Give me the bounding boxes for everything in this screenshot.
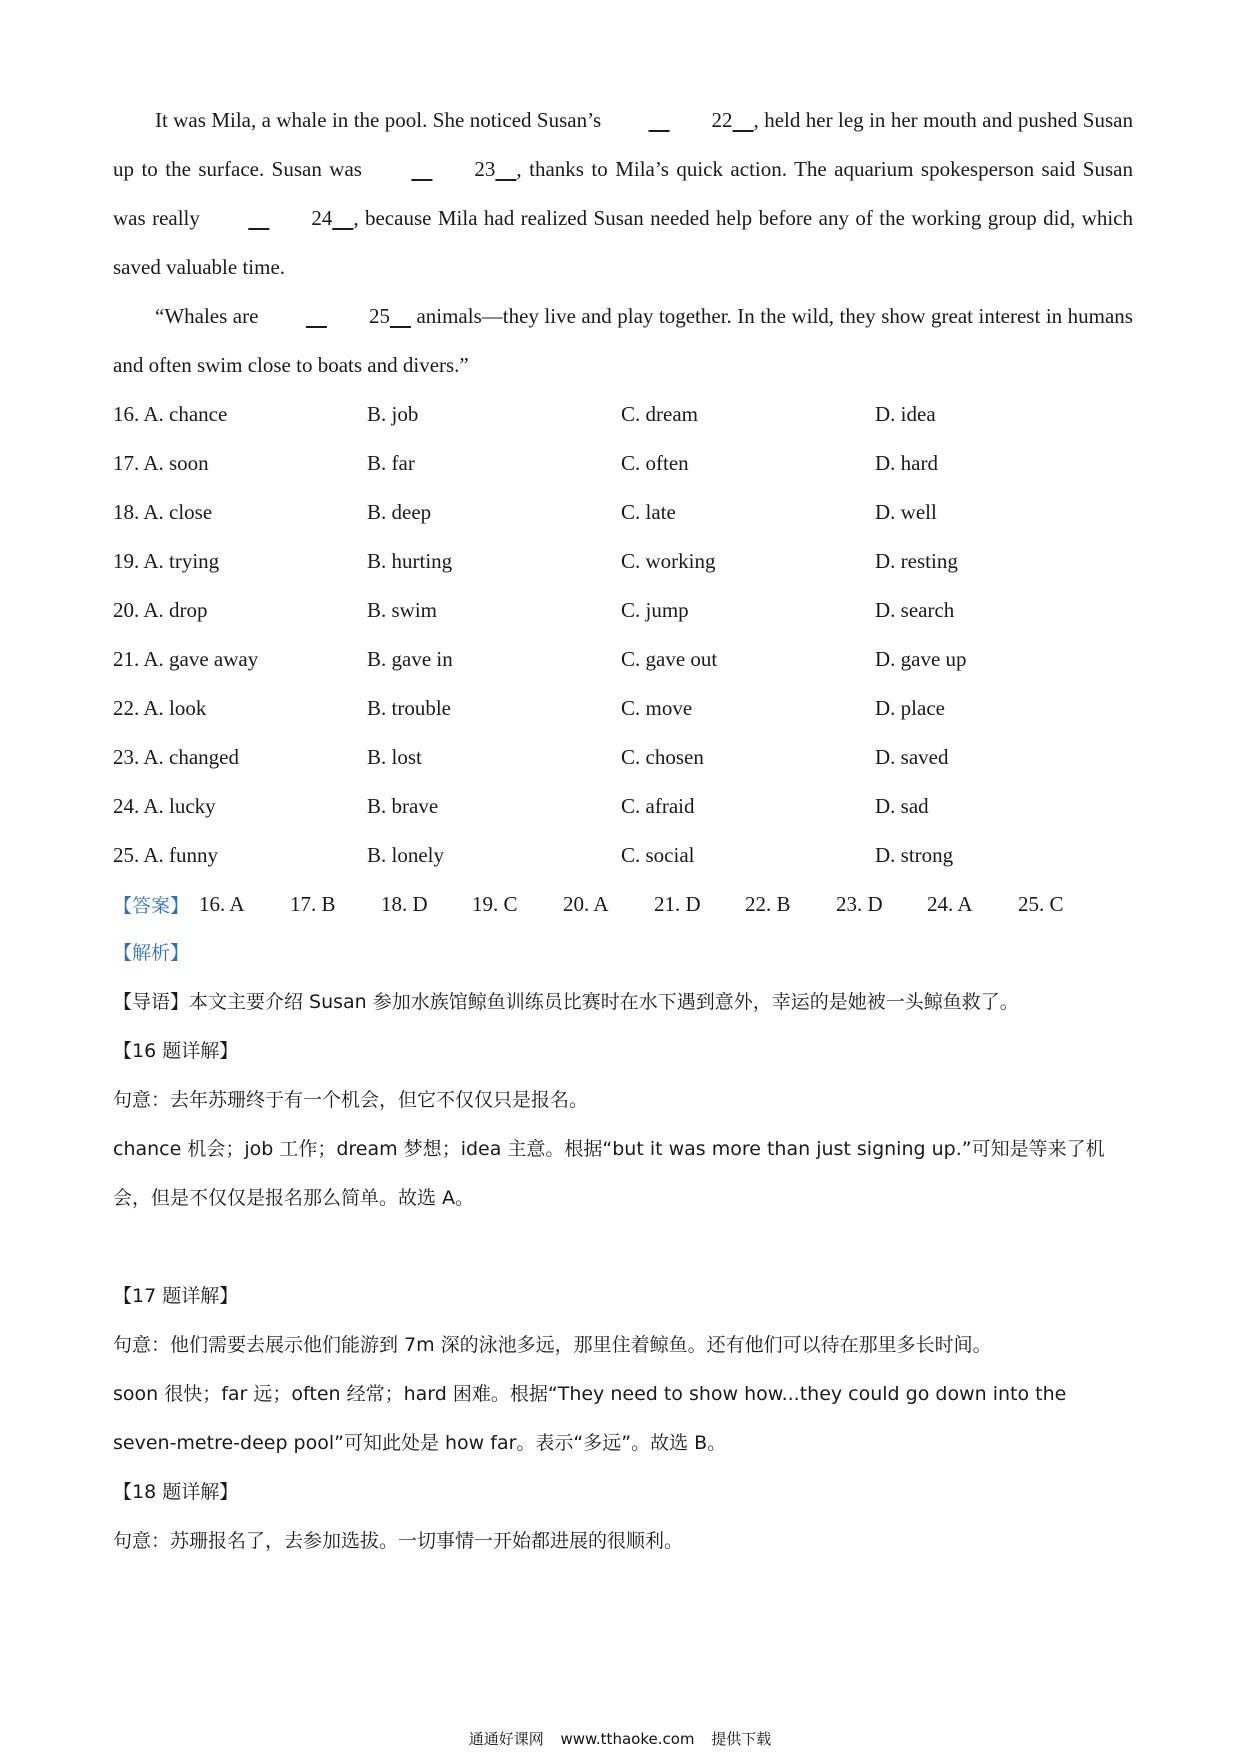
option-c: C. social: [621, 843, 695, 867]
option-c: C. late: [621, 500, 676, 524]
answer-item: 17. B: [290, 892, 336, 916]
passage-text: , thanks to Mila’s quick action. The aquarium spokesperson said Susan was really: [113, 157, 1133, 230]
option-row-25: [113, 831, 1133, 880]
option-b: B. lonely: [367, 843, 444, 867]
option-d: D. well: [875, 500, 937, 524]
spacer: [113, 1223, 1133, 1272]
option-row-16: [113, 390, 1133, 439]
option-row-24: [113, 782, 1133, 831]
option-row-22: [113, 684, 1133, 733]
option-a: 20. A. drop: [113, 598, 208, 622]
option-b: B. swim: [367, 598, 438, 622]
option-a: 17. A. soon: [113, 451, 209, 475]
option-row-18: [113, 488, 1133, 537]
option-b: B. hurting: [367, 549, 453, 573]
q18-meaning: 句意：苏珊报名了，去参加选拔。一切事情一开始都进展的很顺利。: [113, 1530, 684, 1552]
option-c: C. jump: [621, 598, 689, 622]
q17-meaning: 句意：他们需要去展示他们能游到 7m 深的泳池多远，那里住着鲸鱼。还有他们可以待在那里多长时间。: [113, 1334, 992, 1356]
option-c: C. move: [621, 696, 693, 720]
option-d: D. sad: [875, 794, 929, 818]
option-c: C. often: [621, 451, 689, 475]
option-row-23: [113, 733, 1133, 782]
passage-text: animals—they live and play together. In the wild, they show great interest in humans and often swim close to boats and divers.”: [113, 304, 1133, 377]
answer-item: 23. D: [836, 892, 883, 916]
option-d: D. search: [875, 598, 955, 622]
option-row-21: [113, 635, 1133, 684]
passage-text: , held her leg in her mouth and pushed Susan up to the surface. Susan was: [113, 108, 1133, 181]
option-c: C. chosen: [621, 745, 704, 769]
answer-item: 16. A: [199, 892, 245, 916]
q16-title: 【16 题详解】: [113, 1040, 239, 1062]
answer-row: [113, 880, 1133, 929]
option-b: B. deep: [367, 500, 432, 524]
answer-item: 19. C: [472, 892, 518, 916]
option-a: 16. A. chance: [113, 402, 228, 426]
intro-text: 【导语】本文主要介绍 Susan 参加水族馆鲸鱼训练员比赛时在水下遇到意外，幸运的是她被一头鲸鱼救了。: [113, 991, 1019, 1013]
option-row-20: [113, 586, 1133, 635]
passage-paragraph-1: [113, 96, 1133, 292]
option-d: D. idea: [875, 402, 936, 426]
answer-item: 21. D: [654, 892, 701, 916]
option-b: B. far: [367, 451, 415, 475]
footer-note: 提供下载: [711, 1730, 772, 1748]
option-b: B. lost: [367, 745, 422, 769]
footer-url-link[interactable]: www.tthaoke.com: [560, 1730, 695, 1748]
option-c: C. afraid: [621, 794, 695, 818]
answer-item: 20. A: [563, 892, 609, 916]
option-d: D. hard: [875, 451, 938, 475]
q17-title: 【17 题详解】: [113, 1285, 239, 1307]
passage-text: , because Mila had realized Susan needed help before any of the working group did, which saved valuable time.: [113, 206, 1133, 279]
answer-item: 25. C: [1018, 892, 1064, 916]
q18-title: 【18 题详解】: [113, 1481, 239, 1503]
blank-24: 24: [311, 206, 333, 230]
options-list: [113, 390, 1133, 880]
q16-explanation: chance 机会；job 工作；dream 梦想；idea 主意。根据“but it was more than just signing up.”可知是等来了机会，但是不仅仅是报名那么简单。故选 A。: [113, 1138, 1105, 1209]
answer-label: 【答案】: [113, 895, 190, 917]
option-b: B. job: [367, 402, 419, 426]
option-d: D. saved: [875, 745, 949, 769]
passage-text: It was Mila, a whale in the pool. She noticed Susan’s: [155, 108, 607, 132]
footer-site-name: 通通好课网: [468, 1730, 544, 1748]
answer-item: 24. A: [927, 892, 973, 916]
option-b: B. trouble: [367, 696, 451, 720]
answer-item: 18. D: [381, 892, 428, 916]
option-row-17: [113, 439, 1133, 488]
blank-22: 22: [711, 108, 733, 132]
option-a: 19. A. trying: [113, 549, 220, 573]
option-d: D. gave up: [875, 647, 967, 671]
option-d: D. strong: [875, 843, 954, 867]
document-page: [113, 96, 1133, 1566]
option-row-19: [113, 537, 1133, 586]
option-d: D. resting: [875, 549, 958, 573]
page-footer: [0, 1728, 1240, 1749]
option-a: 25. A. funny: [113, 843, 218, 867]
passage-paragraph-2: [113, 292, 1133, 390]
option-c: C. dream: [621, 402, 698, 426]
blank-25: 25: [368, 304, 390, 328]
passage-text: “Whales are: [155, 304, 264, 328]
option-c: C. working: [621, 549, 716, 573]
option-a: 22. A. look: [113, 696, 207, 720]
option-a: 23. A. changed: [113, 745, 239, 769]
answer-item: 22. B: [745, 892, 791, 916]
option-d: D. place: [875, 696, 945, 720]
option-c: C. gave out: [621, 647, 718, 671]
option-a: 18. A. close: [113, 500, 213, 524]
option-b: B. gave in: [367, 647, 453, 671]
blank-23: 23: [474, 157, 496, 181]
option-a: 24. A. lucky: [113, 794, 216, 818]
option-b: B. brave: [367, 794, 439, 818]
option-a: 21. A. gave away: [113, 647, 259, 671]
q16-meaning: 句意：去年苏珊终于有一个机会，但它不仅仅只是报名。: [113, 1089, 589, 1111]
q17-explanation: soon 很快；far 远；often 经常；hard 困难。根据“They need to show how...they could go down into the seven-metre-deep pool”可知此处是 how far。表示“多远”。故选 B。: [113, 1383, 1067, 1454]
analysis-label: 【解析】: [113, 942, 190, 964]
